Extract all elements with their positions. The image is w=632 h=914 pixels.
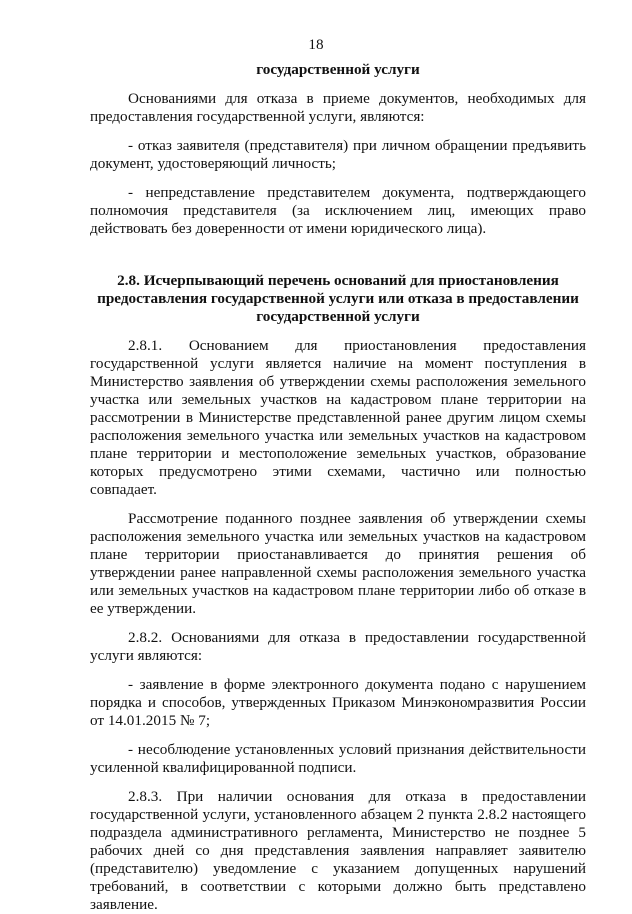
section-title-line: предоставления государственной услуги или отказа в предоставлении [97, 290, 579, 307]
paragraph-2-8-1-continued: Рассмотрение поданного позднее заявления об утверждении схемы расположения земельного участка или земельных участков на кадастровом плане территории приостанавливается до принятия решения об утверждении ранее направленной схемы расположения земельного участка или земельных участков на кадастровом плане территории либо об отказе в ее утверждении. [90, 510, 586, 617]
continued-title: государственной услуги [256, 61, 420, 78]
list-item-identity-refusal: - отказ заявителя (представителя) при личном обращении предъявить документ, удостоверяющий личность; [90, 137, 586, 172]
list-item-electronic-document: - заявление в форме электронного документа подано с нарушением порядка и способов, утвержденных Приказом Минэкономразвития России от 14.01.2015 № 7; [90, 676, 586, 729]
paragraph-refusal-grounds: Основаниями для отказа в приеме документов, необходимых для предоставления государственной услуги, являются: [90, 90, 586, 125]
page-number: 18 [308, 36, 324, 53]
paragraph-2-8-3: 2.8.3. При наличии основания для отказа в предоставлении государственной услуги, установленного абзацем 2 пункта 2.8.2 настоящего подраздела административного регламента, Министерство не позднее 5 рабочих дней со дня представления заявления направляет заявителю (представителю) уведомление с указанием допущенных нарушений требований, в соответствии с которыми должно быть представлено заявление. [90, 788, 586, 913]
paragraph-2-8-1: 2.8.1. Основанием для приостановления предоставления государственной услуги является наличие на момент поступления в Министерство заявления об утверждении схемы расположения земельного участка или земельных участков на кадастровом плане территории на рассмотрении в Министерстве представленной ранее другим лицом схемы расположения земельного участка или земельных участков на кадастровом плане территории и местоположение земельных участков, образование которых предусмотрено этими схемами, частично или полностью совпадает. [90, 337, 586, 498]
list-item-no-authority-document: - непредставление представителем документа, подтверждающего полномочия представителя (за исключением лиц, имеющих право действовать без доверенности от имени юридического лица). [90, 184, 586, 237]
section-title-line: государственной услуги [256, 308, 420, 325]
list-item-signature: - несоблюдение установленных условий признания действительности усиленной квалифицированной подписи. [90, 741, 586, 776]
section-title-2-8 [90, 272, 586, 326]
page-content [90, 61, 586, 914]
section-title-line: 2.8. Исчерпывающий перечень оснований для приостановления [117, 272, 559, 289]
paragraph-2-8-2: 2.8.2. Основаниями для отказа в предоставлении государственной услуги являются: [90, 629, 586, 664]
